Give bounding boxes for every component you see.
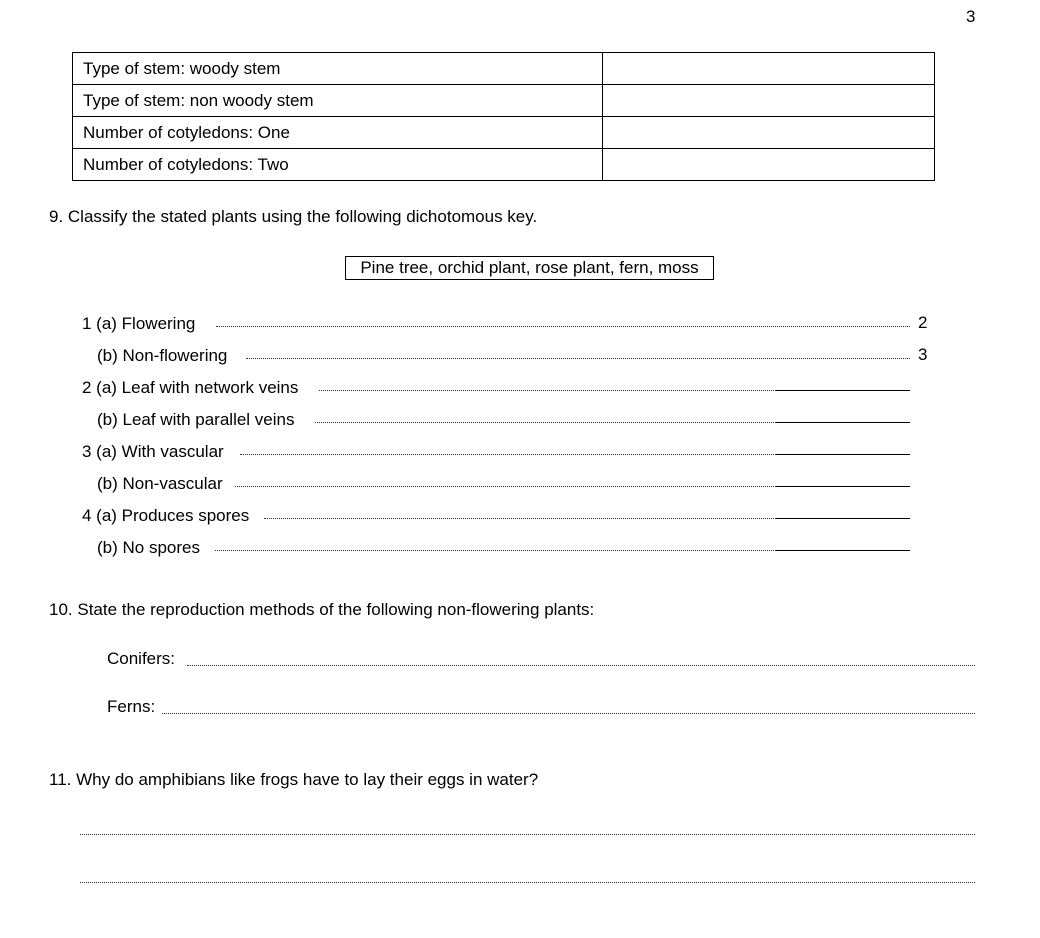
table-cell-answer[interactable] [603,117,935,149]
key-label: (b) Non-flowering [97,346,228,365]
page-number: 3 [966,7,976,26]
answer-blank[interactable] [776,422,910,423]
answer-blank[interactable] [776,454,910,455]
dotted-leader [264,518,776,519]
ferns-label: Ferns: [107,697,156,716]
key-label: (b) Non-vascular [97,474,223,493]
key-row [82,475,942,497]
answer-blank[interactable] [776,518,910,519]
key-goto: 2 [918,313,928,332]
dotted-leader [215,550,776,551]
dotted-leader [319,390,776,391]
key-row [82,411,942,433]
answer-blank[interactable] [776,390,910,391]
ferns-answer-line[interactable] [162,713,975,714]
key-row [82,507,942,529]
table-cell-answer[interactable] [603,149,935,181]
table-row [73,85,935,117]
answer-line-2[interactable] [80,882,975,883]
question-11: 11. Why do amphibians like frogs have to lay their eggs in water? [49,770,539,789]
table-cell-label: Number of cotyledons: Two [73,149,603,181]
table-cell-answer[interactable] [603,85,935,117]
table-cell-label: Type of stem: non woody stem [73,85,603,117]
conifers-answer-line[interactable] [187,665,975,666]
answer-blank[interactable] [776,486,910,487]
key-goto: 3 [918,345,928,364]
conifers-label: Conifers: [107,649,176,668]
stem-classification-table [72,52,935,181]
table-cell-answer[interactable] [603,53,935,85]
key-label: 1 (a) Flowering [82,314,196,333]
key-row [82,379,942,401]
dotted-leader [235,486,776,487]
key-row [82,539,942,561]
table-row [73,149,935,181]
table-cell-label: Number of cotyledons: One [73,117,603,149]
dotted-leader [240,454,776,455]
key-label: 3 (a) With vascular [82,442,224,461]
key-row [82,443,942,465]
table-cell-label: Type of stem: woody stem [73,53,603,85]
dotted-leader [216,326,910,327]
question-9: 9. Classify the stated plants using the following dichotomous key. [49,207,538,226]
key-row [82,315,942,337]
key-label: (b) Leaf with parallel veins [97,410,295,429]
key-label: (b) No spores [97,538,200,557]
table-row [73,117,935,149]
table-row [73,53,935,85]
question-10: 10. State the reproduction methods of the following non-flowering plants: [49,600,595,619]
dotted-leader [315,422,776,423]
answer-line-1[interactable] [80,834,975,835]
answer-blank[interactable] [776,550,910,551]
key-row [82,347,942,369]
dotted-leader [246,358,910,359]
key-label: 2 (a) Leaf with network veins [82,378,299,397]
plants-list-box: Pine tree, orchid plant, rose plant, fern, moss [345,256,714,280]
key-label: 4 (a) Produces spores [82,506,250,525]
